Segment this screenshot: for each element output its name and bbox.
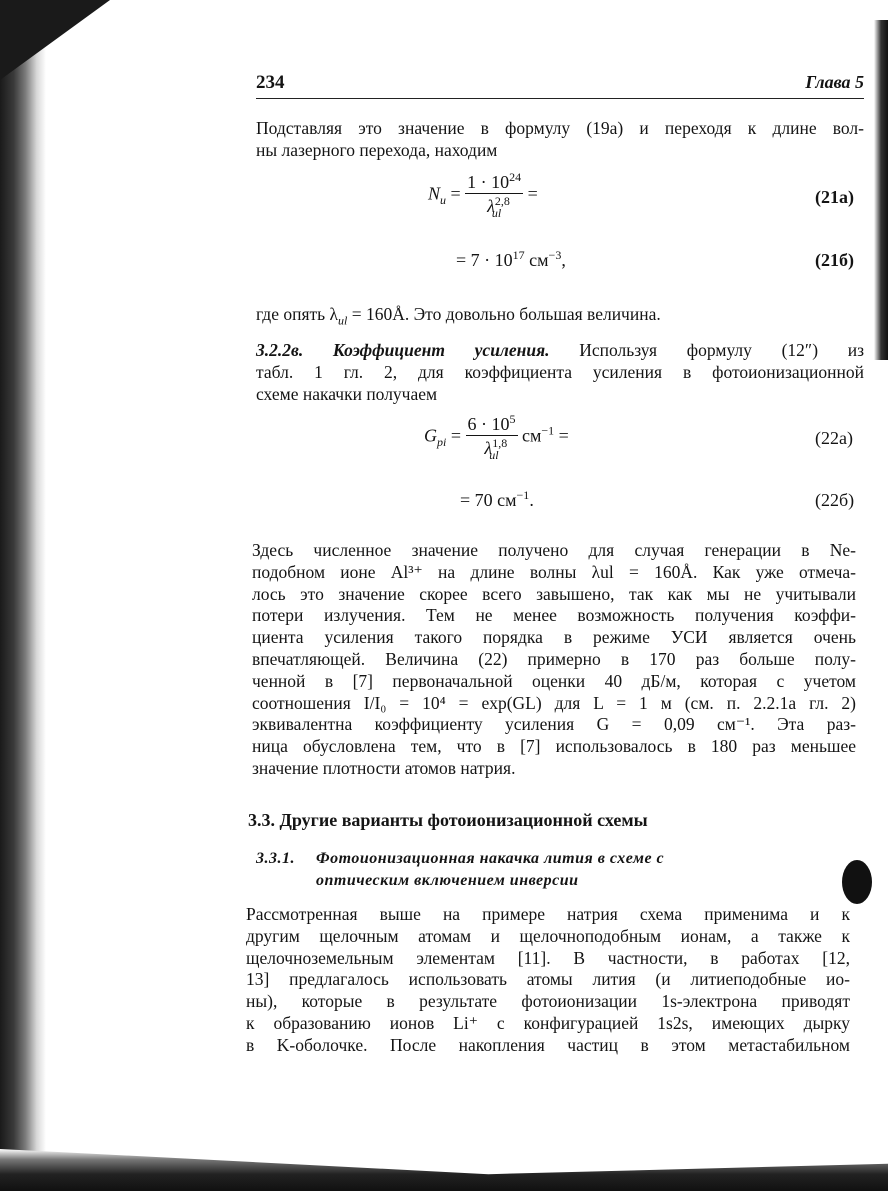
text-line: ны), которые в результате фотоионизации 1s-электрона приводят (246, 991, 850, 1012)
text-line: табл. 1 гл. 2, для коэффициента усиления в фотоионизационной (256, 361, 864, 382)
text-line: 13] предлагалось использовать атомы лития (и литиеподобные ио- (246, 969, 850, 990)
text-line: Рассмотренная выше на примере натрия схема применима и к (246, 904, 850, 924)
text-line: щелочноземельным элементам [11]. В частности, в работах [12, (246, 947, 850, 968)
text-line: схеме накачки получаем (256, 383, 438, 404)
eq-lhs: N (428, 183, 441, 204)
equation-22a: $G_{pi}$ = $\frac{6 \cdot 10^5}{\lambda^{1,8}_{ul}}$ $см^{-1}$ = (424, 412, 569, 462)
eq-lhs-sub: u (440, 193, 447, 208)
text-line: Здесь численное значение получено для случая генерации в Ne- (252, 540, 856, 560)
eq-denominator: λ (487, 196, 495, 216)
paragraph-intro (256, 118, 864, 162)
text-line: подобном ионе Al³⁺ на длине волны λul = 160Å. Как уже отмеча- (252, 561, 856, 582)
text-line: значение плотности атомов натрия. (252, 757, 516, 778)
text-line: в K-оболочке. После накопления частиц в этом метастабильном (246, 1034, 850, 1055)
scan-shadow-right (874, 20, 888, 360)
scan-shadow-bottom (0, 1149, 888, 1191)
text-line: потери излучения. Тем не менее возможность получения коэффи- (252, 605, 856, 626)
page-number: 234 (256, 72, 285, 93)
equation-label-22b: (22б) (815, 490, 855, 510)
text-line: к образованию ионов Li⁺ с конфигурацией 1s2s, имеющих дырку (246, 1012, 850, 1033)
equation-label-21a: (21а) (815, 187, 854, 207)
text-line: другим щелочным атомам и щелочноподобным ионам, а также к (246, 925, 850, 946)
text-line: соотношения I/I₀ = 10⁴ = exp(GL) для L = 1 м (см. п. 2.2.1а гл. 2) (252, 692, 856, 713)
eq-fraction: $\frac{6 \cdot 10^5}{\lambda^{1,8}_{ul}}$ (467, 412, 516, 462)
equation-21b: = $7 \cdot 10^{17}$ $см^{-3}$, (456, 248, 566, 270)
eq-numerator: 1 · 10 (467, 172, 510, 192)
subsection-number: 3.3.1. (256, 850, 295, 867)
scan-shadow-left (0, 0, 46, 1191)
eq-equals: = (527, 183, 538, 204)
paragraph-gain: 3.2.2в. Коэффициент усиления. Используя формулу (12″) из табл. 1 гл. 2, для коэффициента усиления в фотоионизационной схеме накачки получаем (256, 340, 864, 404)
subsection-head-inline: 3.2.2в. Коэффициент усиления. (256, 340, 550, 360)
text-line: ница обусловлена тем, что в [7] использовалось в 180 раз меньшее (252, 736, 856, 757)
paragraph-lithium (246, 904, 850, 1057)
eq-fraction: $\frac{1 \cdot 10^{24}}{\lambda^{2,8}_{ul}}$ (467, 170, 522, 220)
equation-label-21b: (21б) (815, 250, 854, 270)
paragraph-lambda: где опять $\lambda_{ul}$ = 160Å. Это довольно большая величина. (256, 304, 661, 328)
subsection-title-line: Фотоионизационная накачка лития в схеме с (316, 850, 665, 867)
section-heading: 3.3. Другие варианты фотоионизационной схемы (248, 810, 648, 830)
chapter-title: Глава 5 (805, 72, 864, 92)
text-line: ченной в [7] первоначальной оценки 40 дБ/м, которая с учетом (252, 670, 856, 691)
running-header (256, 72, 864, 99)
text-line: Подставляя это значение в формулу (19а) и переходя к длине вол- (256, 118, 864, 138)
scan-shadow-corner (0, 0, 110, 80)
text-line: эквивалентна коэффициенту усиления G = 0,09 см⁻¹. Эта раз- (252, 714, 856, 735)
scan-ink-blot (842, 860, 872, 904)
text-line: лось это значение скорее всего завышено, так как мы не учитывали (252, 583, 856, 604)
text-line: впечатляющей. Величина (22) примерно в 170 раз больше полу- (252, 648, 856, 669)
equation-22b: = 70 $см^{-1}$. (460, 488, 534, 510)
subsection-title-line: оптическим включением инверсии (316, 872, 579, 889)
equation-label-22a: (22а) (815, 428, 853, 448)
equation-21a: $N_u$ = $\frac{1 \cdot 10^{24}}{\lambda^{2,8}_{ul}}$ = (428, 170, 538, 220)
paragraph-discussion (252, 540, 856, 780)
text-line: ны лазерного перехода, находим (256, 139, 498, 160)
text-line: циента усиления такого порядка в режиме УСИ является очень (252, 627, 856, 648)
